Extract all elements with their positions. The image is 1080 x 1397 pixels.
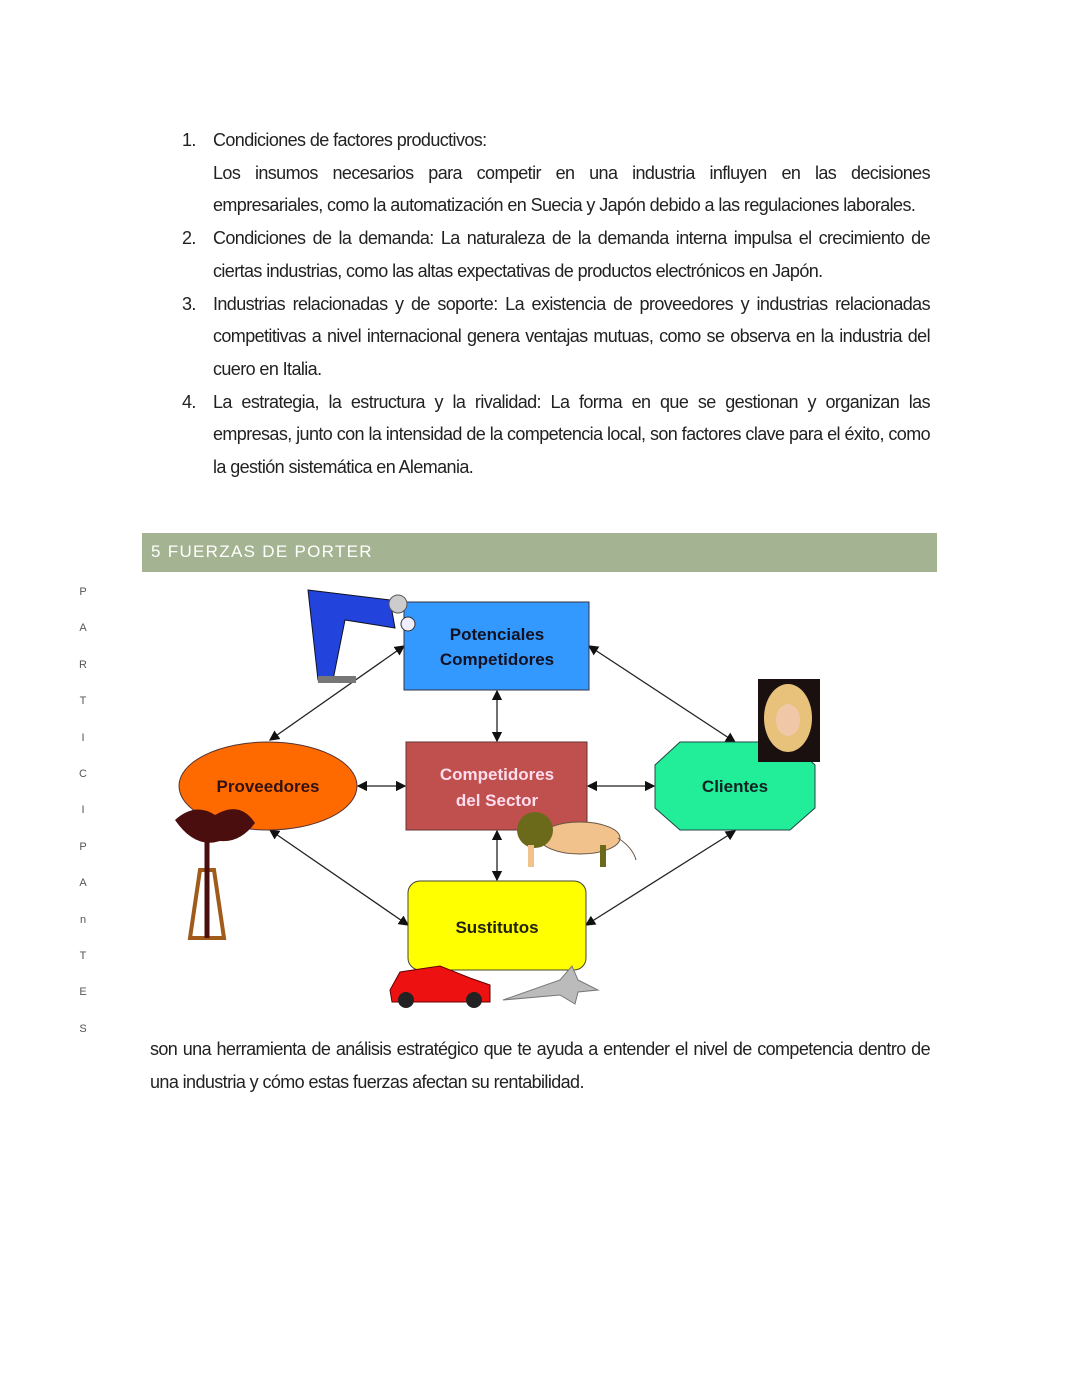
side-letter: I [81,731,85,744]
item-text: La estrategia, la estructura y la rivalidad: La forma en que se gestionan y organizan las empresas, junto con la intensidad de la competencia local, son factores clave para el éxito, como la gestión sistemática en Alemania. [213,391,930,478]
side-letter: T [79,949,87,962]
red-car-image [390,966,490,1008]
side-letter: A [79,622,87,635]
arrow-proveedores-sustitutos [270,830,408,925]
potenciales-competidores-box [404,602,589,690]
item-text: Industrias relacionadas y de soporte: La existencia de proveedores y industrias relacionadas competitivas a nivel internacional genera ventajas mutuas, como se observa en la industria del cuero en Italia. [213,293,930,379]
side-letter: T [79,695,87,708]
sector-label-2: del Sector [455,791,539,810]
item-number: 2. [182,228,196,249]
item-number: 4. [182,391,196,412]
fighter-jet-image [503,966,598,1004]
side-letter: P [79,840,87,853]
side-letter: n [79,913,87,926]
side-letter: I [81,804,85,817]
item-text: Condiciones de la demanda: La naturaleza de la demanda interna impulsa el crecimiento de ciertas industrias, como las altas expectativas de productos electrónicos en Japón. [213,228,930,281]
woman-photo-image [758,679,820,762]
side-letter: P [79,586,87,598]
item-number: 1. [182,130,196,150]
porter-description-paragraph: son una herramienta de análisis estratégico que te ayuda a entender el nivel de competencia dentro de una industria y cómo estas fuerzas afectan su rentabilidad. [150,1039,930,1092]
proveedores-label: Proveedores [216,777,320,796]
side-letter: R [79,658,87,671]
sector-label: Competidores [439,765,555,784]
side-letter: S [79,1022,87,1035]
arrow-potenciales-clientes [589,646,735,742]
section-title: 5 FUERZAS DE PORTER [151,542,373,561]
item-text: Los insumos necesarios para competir en una industria influyen en las decisiones empresariales, como la automatización en Suecia y Japón debido a las regulaciones laborales. [213,162,930,216]
item-title: Condiciones de factores productivos: [213,130,487,150]
man-with-magnifier-image [308,590,415,683]
side-letter: E [79,986,87,999]
clientes-label: Clientes [701,777,769,796]
potenciales-label: Potenciales [449,625,545,644]
side-letter: C [79,767,87,780]
potenciales-label-2: Competidores [439,650,555,669]
side-letter: A [79,877,87,890]
sustitutos-label: Sustitutos [455,918,539,937]
competidores-sector-box [406,742,587,830]
oil-well-image [175,809,255,938]
item-number: 3. [182,293,196,314]
